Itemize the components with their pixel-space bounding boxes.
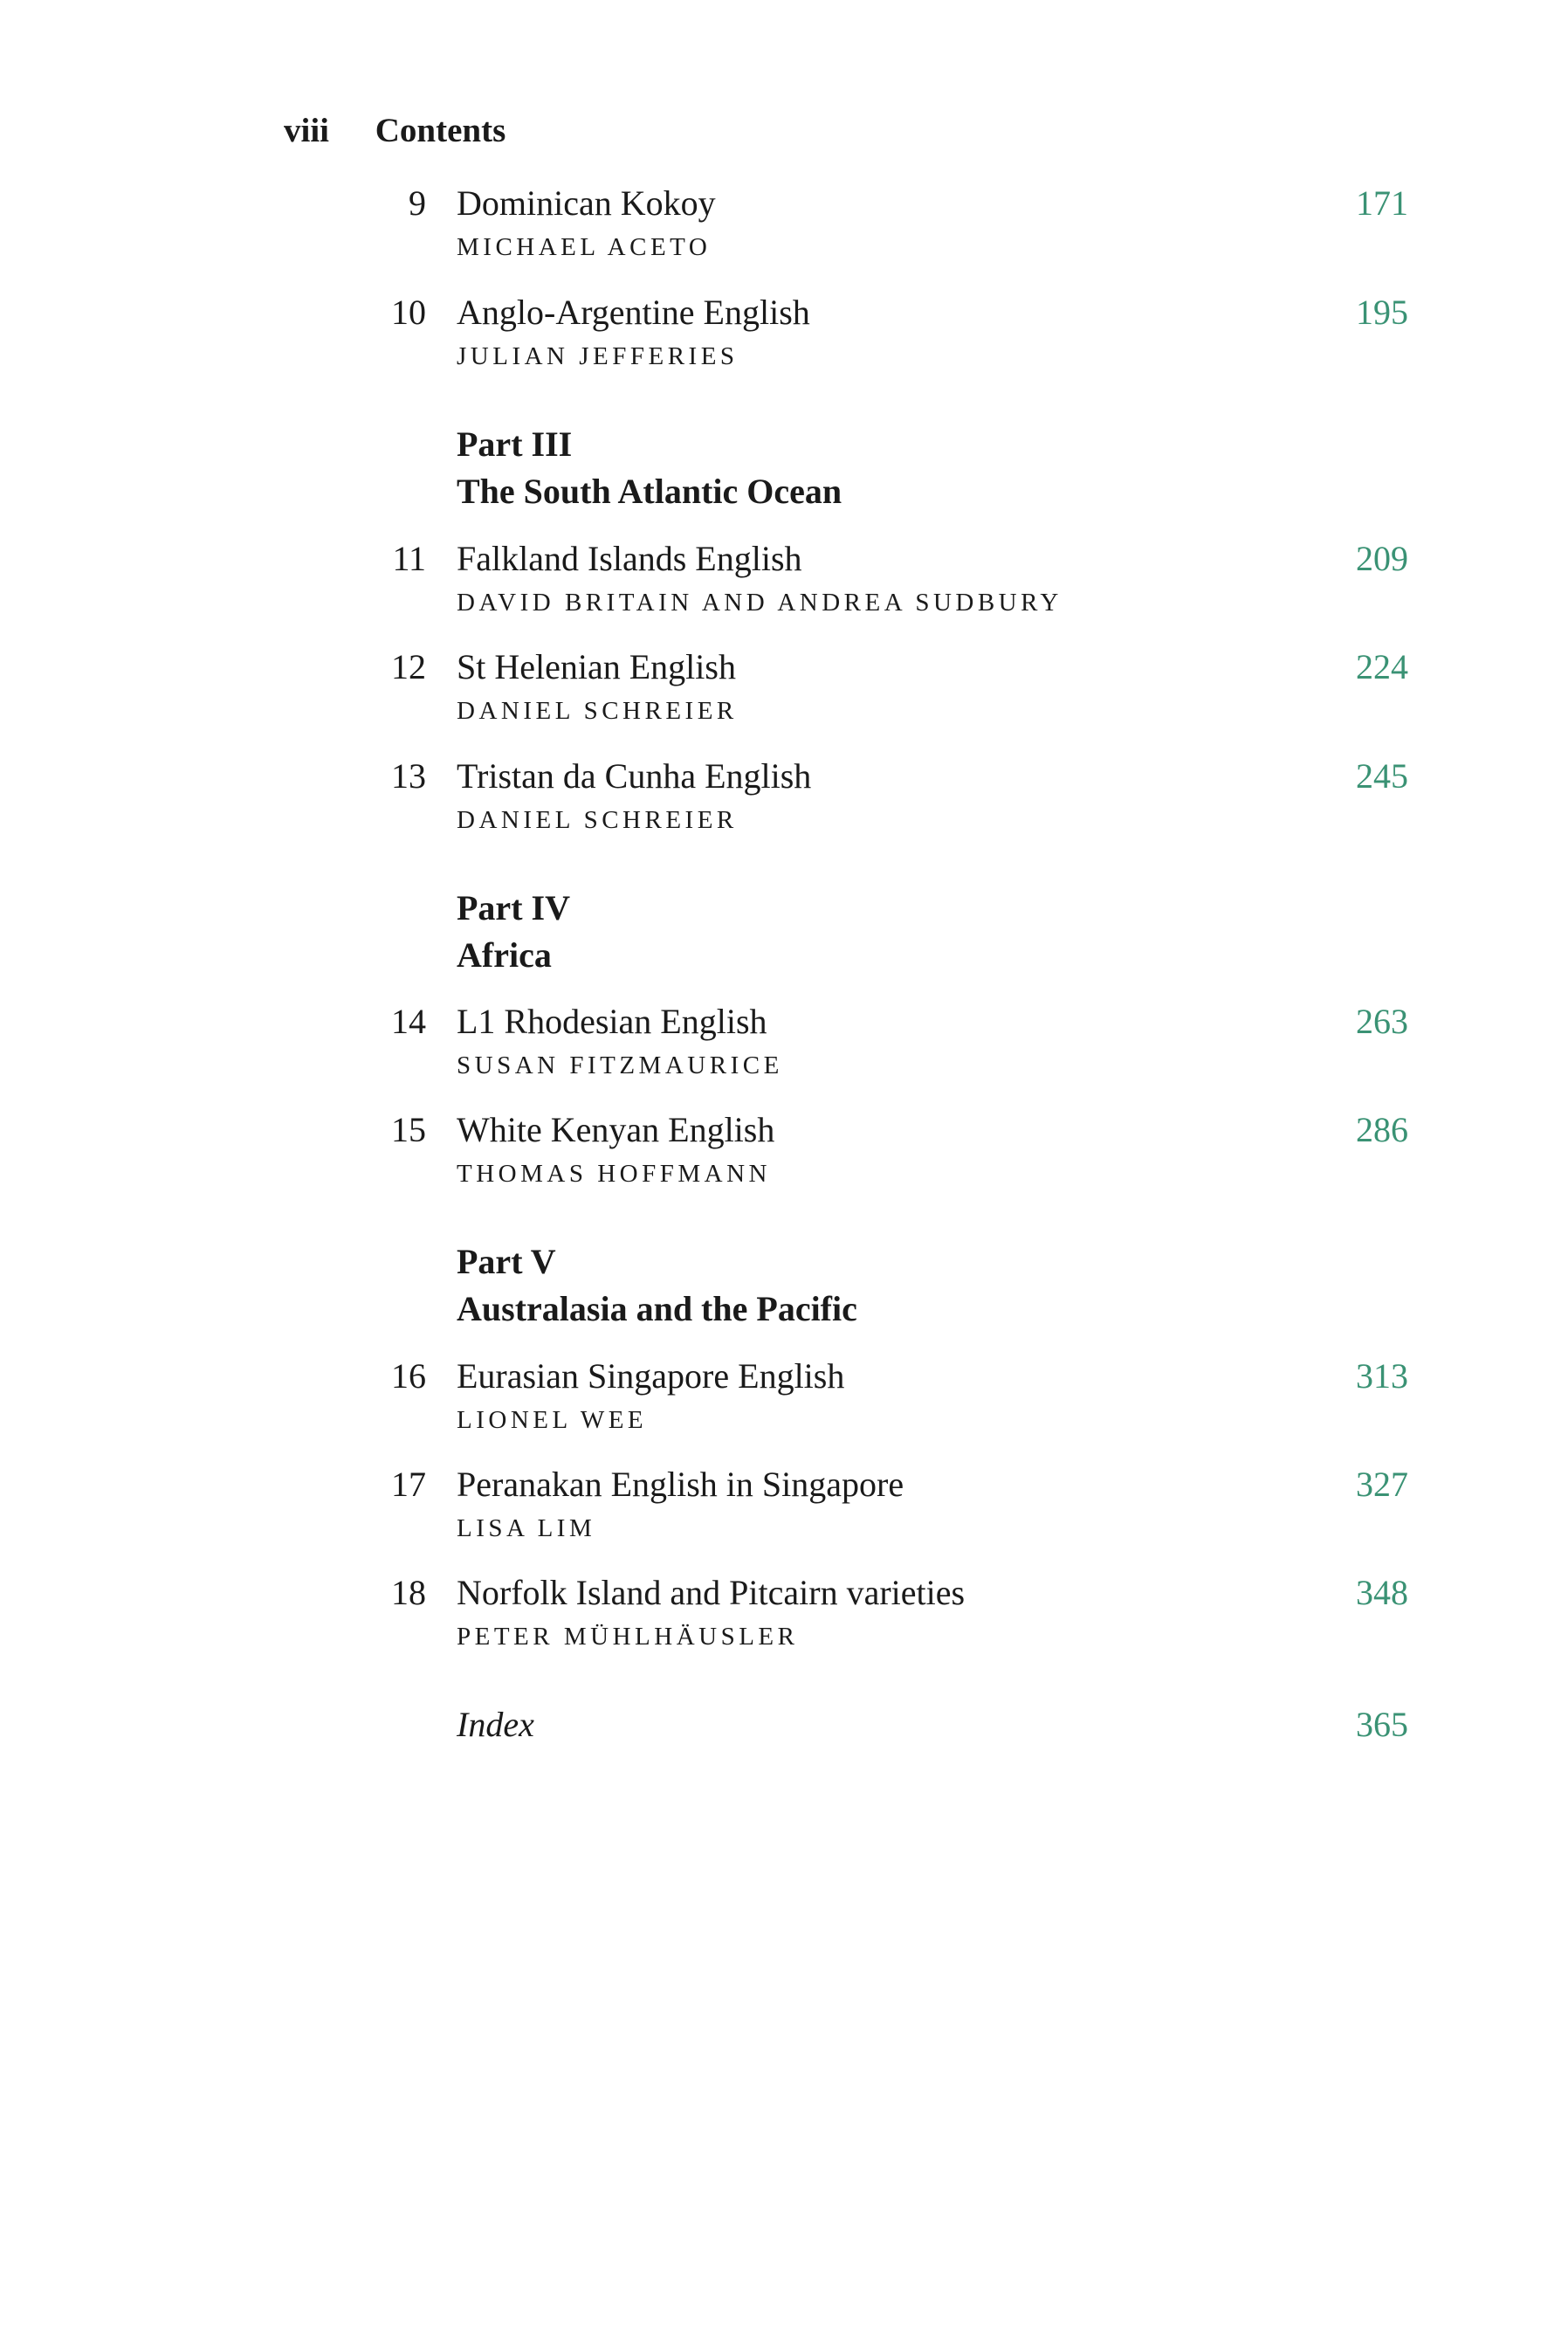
- chapter-title[interactable]: Falkland Islands English: [457, 539, 802, 578]
- toc-entry[interactable]: [0, 752, 1568, 857]
- chapter-page[interactable]: 263: [1356, 1002, 1408, 1041]
- chapter-title[interactable]: Eurasian Singapore English: [457, 1356, 845, 1396]
- chapter-number: 16: [391, 1356, 426, 1396]
- chapter-title[interactable]: St Helenian English: [457, 647, 736, 686]
- chapter-number: 10: [391, 293, 426, 332]
- chapter-number: 15: [391, 1110, 426, 1149]
- toc-entry-index[interactable]: [0, 1700, 1568, 1805]
- chapter-number: 13: [391, 756, 426, 796]
- chapter-author: PETER MÜHLHÄUSLER: [457, 1623, 799, 1651]
- chapter-number: 17: [391, 1465, 426, 1504]
- toc-entry[interactable]: [0, 1352, 1568, 1457]
- chapter-page[interactable]: 209: [1356, 539, 1408, 578]
- chapter-author: THOMAS HOFFMANN: [457, 1160, 771, 1188]
- chapter-number: 14: [391, 1002, 426, 1041]
- chapter-title[interactable]: Tristan da Cunha English: [457, 756, 812, 796]
- part-heading: [457, 1238, 857, 1333]
- toc-entry[interactable]: [0, 1568, 1568, 1673]
- chapter-author: LIONEL WEE: [457, 1406, 648, 1434]
- chapter-page[interactable]: 171: [1356, 183, 1408, 223]
- chapter-page[interactable]: 195: [1356, 293, 1408, 332]
- part-name: The South Atlantic Ocean: [457, 472, 842, 511]
- toc-entry[interactable]: [0, 288, 1568, 393]
- chapter-author: LISA LIM: [457, 1514, 596, 1542]
- chapter-title[interactable]: L1 Rhodesian English: [457, 1002, 767, 1041]
- running-head-title: Contents: [375, 112, 506, 149]
- toc-entry[interactable]: [0, 534, 1568, 639]
- chapter-author: JULIAN JEFFERIES: [457, 342, 739, 370]
- part-name: Australasia and the Pacific: [457, 1289, 857, 1328]
- chapter-author: DANIEL SCHREIER: [457, 697, 738, 725]
- part-heading: [457, 885, 570, 979]
- chapter-number: 9: [409, 183, 426, 223]
- part-label: Part III: [457, 424, 573, 464]
- chapter-title[interactable]: Norfolk Island and Pitcairn varieties: [457, 1573, 966, 1612]
- chapter-page[interactable]: 327: [1356, 1465, 1408, 1504]
- toc-entry[interactable]: [0, 1460, 1568, 1565]
- chapter-page[interactable]: 348: [1356, 1573, 1408, 1612]
- chapter-title[interactable]: Dominican Kokoy: [457, 183, 716, 223]
- part-label: Part IV: [457, 888, 570, 927]
- toc-entry[interactable]: [0, 1106, 1568, 1210]
- toc-entry[interactable]: [0, 643, 1568, 748]
- chapter-page[interactable]: 313: [1356, 1356, 1408, 1396]
- chapter-title[interactable]: Peranakan English in Singapore: [457, 1465, 904, 1504]
- chapter-title[interactable]: White Kenyan English: [457, 1110, 775, 1149]
- chapter-author: MICHAEL ACETO: [457, 233, 712, 261]
- chapter-page[interactable]: 245: [1356, 756, 1408, 796]
- chapter-author: SUSAN FITZMAURICE: [457, 1051, 783, 1079]
- page-folio: viii: [284, 112, 330, 149]
- chapter-number: 18: [391, 1573, 426, 1612]
- chapter-author: DAVID BRITAIN AND ANDREA SUDBURY: [457, 589, 1063, 617]
- index-page[interactable]: 365: [1356, 1705, 1408, 1744]
- part-heading: [457, 421, 842, 515]
- toc-entry[interactable]: [0, 179, 1568, 284]
- running-head: [284, 112, 505, 150]
- chapter-author: DANIEL SCHREIER: [457, 806, 738, 834]
- part-name: Africa: [457, 935, 552, 975]
- chapter-number: 11: [392, 539, 426, 578]
- index-title[interactable]: Index: [457, 1705, 534, 1744]
- chapter-page[interactable]: 224: [1356, 647, 1408, 686]
- chapter-page[interactable]: 286: [1356, 1110, 1408, 1149]
- part-label: Part V: [457, 1242, 556, 1281]
- toc-entry[interactable]: [0, 997, 1568, 1102]
- chapter-title[interactable]: Anglo-Argentine English: [457, 293, 810, 332]
- chapter-number: 12: [391, 647, 426, 686]
